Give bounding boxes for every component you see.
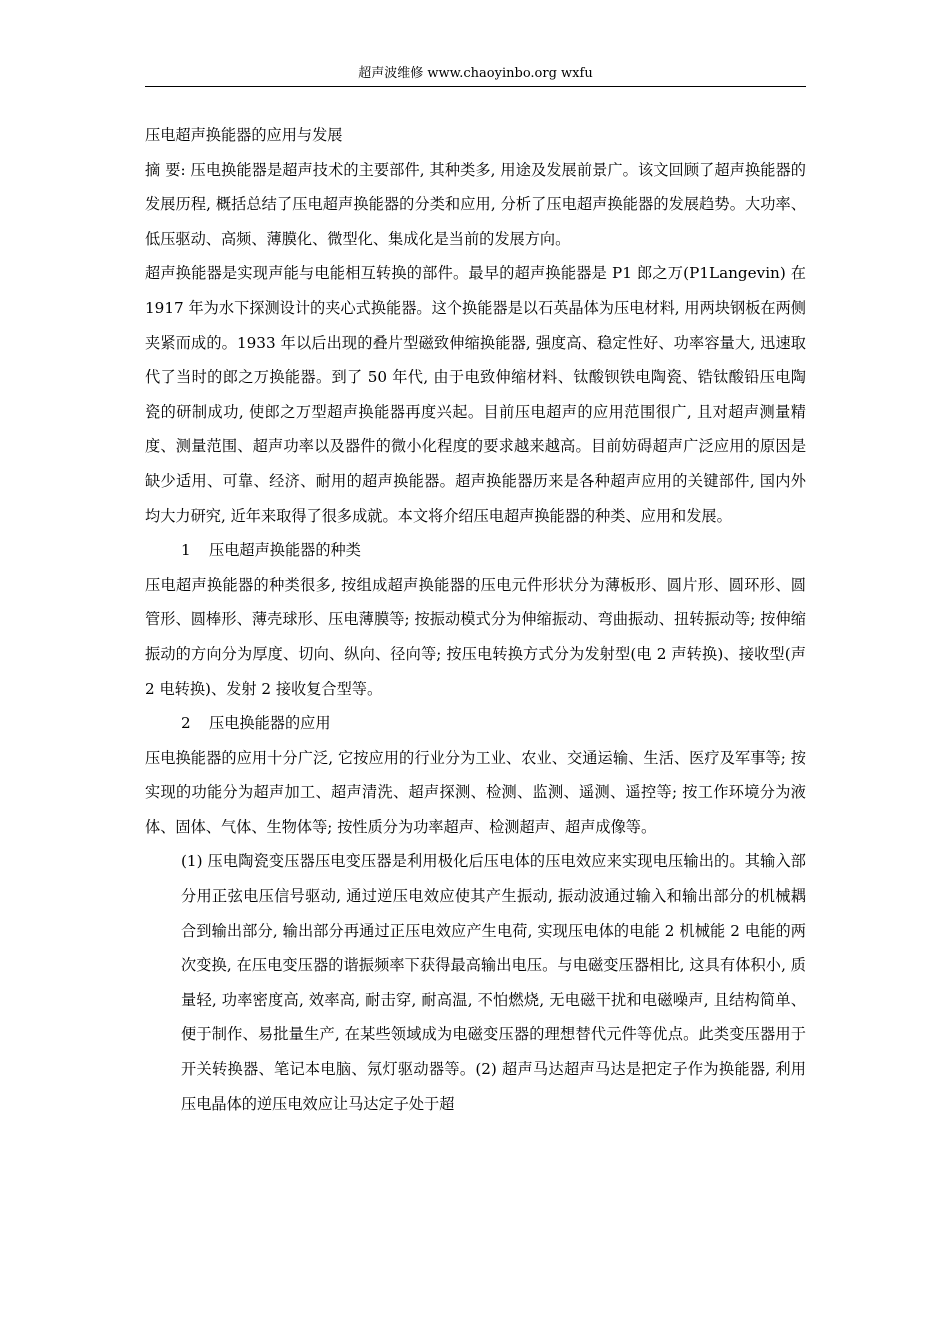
section-2-heading [145,706,806,741]
section-1-paragraph: 压电超声换能器的种类很多, 按组成超声换能器的压电元件形状分为薄板形、圆片形、圆环形、圆管形、圆棒形、薄壳球形、压电薄膜等; 按振动模式分为伸缩振动、弯曲振动、扭转振动等; 按伸缩振动的方向分为厚度、切向、纵向、径向等; 按压电转换方式分为发射型(电 2 声转换)、接收型(声 2 电转换)、发射 2 接收复合型等。 [145,575,806,698]
page-header: 超声波维修 www.chaoyinbo.org wxfu [358,66,593,81]
header-rule [145,86,806,87]
section-2-paragraph: 压电换能器的应用十分广泛, 它按应用的行业分为工业、农业、交通运输、生活、医疗及军事等; 按实现的功能分为超声加工、超声清洗、超声探测、检测、监测、遥测、遥控等; 按工作环境分为液体、固体、气体、生物体等; 按性质分为功率超声、检测超声、超声成像等。 [145,748,806,836]
application-list [145,844,806,1121]
intro-paragraph: 超声换能器是实现声能与电能相互转换的部件。最早的超声换能器是 P1 郎之万(P1Langevin) 在 1917 年为水下探测设计的夹心式换能器。这个换能器是以石英晶体为压电材料, 用两块钢板在两侧夹紧而成的。1933 年以后出现的叠片型磁致伸缩换能器, 强度高、稳定性好、功率容量大, 迅速取代了当时的郎之万换能器。到了 50 年代, 由于电致伸缩材料、钛酸钡铁电陶瓷、锆钛酸铅压电陶瓷的研制成功, 使郎之万型超声换能器再度兴起。目前压电超声的应用范围很广, 且对超声测量精度、测量范围、超声功率以及器件的微小化程度的要求越来越高。目前妨碍超声广泛应用的原因是缺少适用、可靠、经济、耐用的超声换能器。超声换能器历来是各种超声应用的关键部件, 国内外均大力研究, 近年来取得了很多成就。本文将介绍压电超声换能器的种类、应用和发展。 [145,264,806,525]
section-2-title: 压电换能器的应用 [209,714,331,733]
section-1-title: 压电超声换能器的种类 [209,541,361,560]
section-2-number: 2 [181,714,191,733]
document-body [145,118,806,1121]
abstract-paragraph: 摘 要: 压电换能器是超声技术的主要部件, 其种类多, 用途及发展前景广。该文回顾了超声换能器的发展历程, 概括总结了压电超声换能器的分类和应用, 分析了压电超声换能器的发展趋势。大功率、低压驱动、高频、薄膜化、微型化、集成化是当前的发展方向。 [145,160,806,248]
section-1-heading [145,533,806,568]
document-title: 压电超声换能器的应用与发展 [145,126,343,144]
section-1-number: 1 [181,541,191,560]
application-item-paragraph: (1) 压电陶瓷变压器压电变压器是利用极化后压电体的压电效应来实现电压输出的。其输入部分用正弦电压信号驱动, 通过逆压电效应使其产生振动, 振动波通过输入和输出部分的机械耦合到输出部分, 输出部分再通过正压电效应产生电荷, 实现压电体的电能 2 机械能 2 电能的两次变换, 在压电变压器的谐振频率下获得最高输出电压。与电磁变压器相比, 这具有体积小, 质量轻, 功率密度高, 效率高, 耐击穿, 耐高温, 不怕燃烧, 无电磁干扰和电磁噪声, 且结构简单、便于制作、易批量生产, 在某些领域成为电磁变压器的理想替代元件等优点。此类变压器用于开关转换器、笔记本电脑、氖灯驱动器等。(2) 超声马达超声马达是把定子作为换能器, 利用压电晶体的逆压电效应让马达定子处于超 [181,852,806,1113]
